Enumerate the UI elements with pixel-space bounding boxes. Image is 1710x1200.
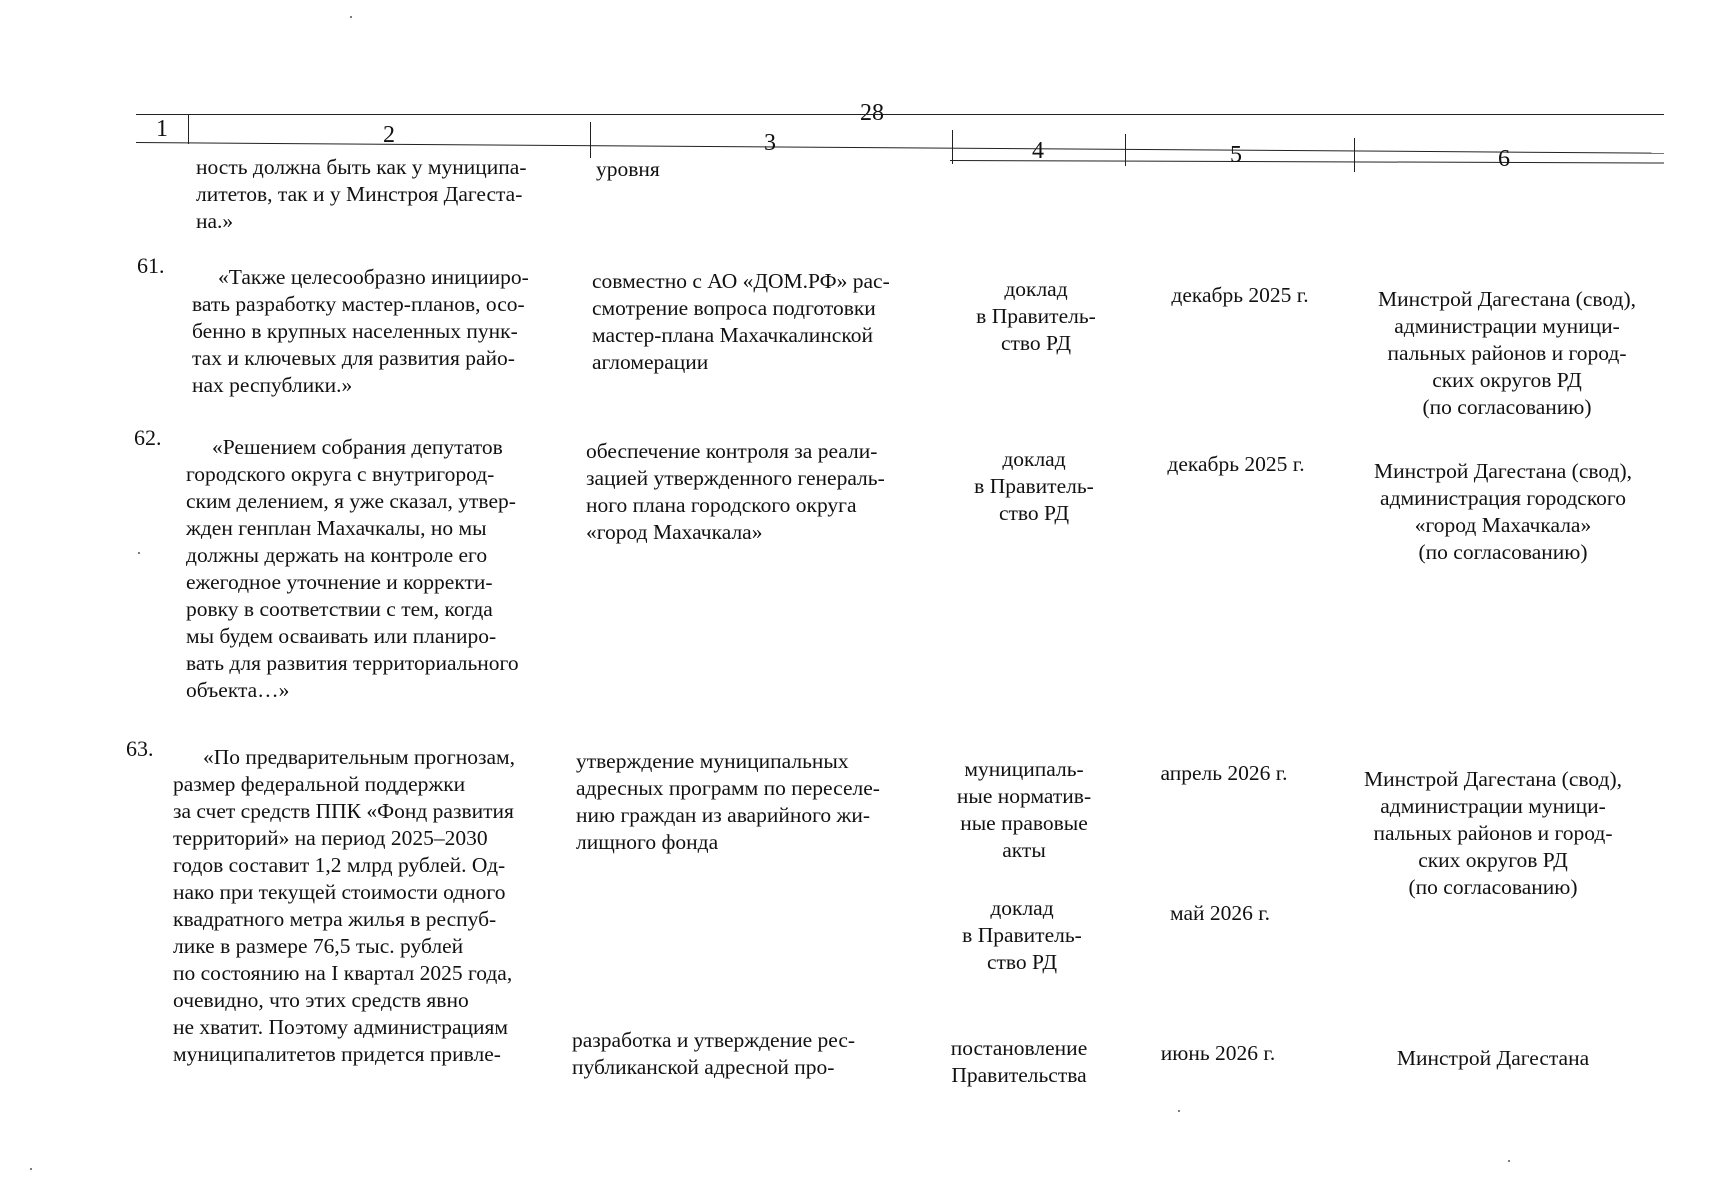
row-responsible: Минстрой Дагестана (свод), администрация городского «город Махачкала» (по согласованию) (1373, 459, 1632, 564)
page-number: 28 (860, 100, 884, 126)
scan-speck (1178, 1110, 1180, 1112)
row-number: 62. (134, 425, 162, 450)
row-deadline: декабрь 2025 г. (1167, 452, 1305, 476)
row-responsible: Минстрой Дагестана (свод), администрации муници- пальных районов и город- ских округов РД (по согласованию) (1377, 287, 1636, 419)
row-quote: «По предварительным прогнозам, размер федеральной поддержки за счет средств ППК «Фонд развития территорий» на период 2025–2030 годов составит 1,2 млрд рублей. Од- нако при текущей стоимости одного квадратного метра жилья в респуб- лике в размере 76,5 тыс. рублей по состоянию на I квартал 2025 года, очевидно, что этих средств явно не хватит. Поэтому администрациям муниципалитетов придется привле- (173, 745, 516, 1066)
column-header-1: 1 (156, 116, 168, 142)
header-bottom-rule (136, 142, 1664, 154)
header-divider-2 (590, 122, 591, 158)
row-responsible-2: Минстрой Дагестана (1396, 1046, 1590, 1070)
scan-speck (30, 1168, 32, 1170)
column-header-2: 2 (383, 122, 395, 148)
scan-speck (350, 16, 352, 18)
row-result-form: доклад в Правитель- ство РД (974, 447, 1094, 525)
row-result-form: доклад в Правитель- ство РД (976, 277, 1096, 355)
scan-speck (1508, 1160, 1510, 1162)
row-deadline: декабрь 2025 г. (1171, 283, 1309, 307)
continuation-col2: ность должна быть как у муниципа- литетов, так и у Минстроя Дагеста- на.» (196, 155, 527, 233)
scan-speck (138, 552, 140, 554)
row-measure: совместно с АО «ДОМ.РФ» рас- смотрение вопроса подготовки мастер-плана Махачкалинской агломерации (592, 269, 890, 374)
row-result-form-1: муниципаль- ные норматив- ные правовые акты (956, 757, 1092, 862)
header-divider-3 (952, 130, 953, 164)
row-number: 61. (137, 253, 165, 278)
row-number: 63. (126, 736, 154, 761)
row-deadline-2: май 2026 г. (1169, 901, 1271, 925)
row-quote: «Решением собрания депутатов городского округа с внутригород- ским делением, я уже сказал, утвер- жден генплан Махачкалы, но мы должны держать на контроле его ежегодное уточнение и корректи- ровку в соответствии с тем, когда мы будем осваивать или планиро- вать для развития территориального объекта…» (186, 435, 519, 702)
continuation-col3: уровня (596, 157, 660, 181)
row-result-form-2: доклад в Правитель- ство РД (962, 896, 1082, 974)
header-bottom-rule-right (950, 160, 1664, 163)
row-deadline-3: июнь 2026 г. (1160, 1041, 1276, 1065)
row-measure-1: утверждение муниципальных адресных программ по переселе- нию граждан из аварийного жи- лищного фонда (576, 749, 880, 854)
row-quote: «Также целесообразно иницииро- вать разработку мастер-планов, осо- бенно в крупных населенных пунк- тах и ключевых для развития райо- нах республики.» (192, 265, 529, 397)
header-divider-5 (1354, 138, 1355, 172)
row-result-form-3: постановление Правительства (950, 1036, 1088, 1087)
column-header-4: 4 (1032, 138, 1044, 164)
header-top-rule (136, 114, 1664, 115)
header-divider-1 (188, 114, 189, 144)
row-responsible-1: Минстрой Дагестана (свод), администрации муници- пальных районов и город- ских округов РД (по согласованию) (1363, 767, 1622, 899)
column-header-6: 6 (1498, 146, 1510, 172)
column-header-5: 5 (1230, 142, 1242, 168)
row-measure-2: разработка и утверждение рес- публиканской адресной про- (572, 1028, 856, 1079)
header-divider-4 (1125, 134, 1126, 166)
column-header-3: 3 (764, 130, 776, 156)
row-measure: обеспечение контроля за реали- зацией утвержденного генераль- ного плана городского округа «город Махачкала» (586, 439, 885, 544)
row-deadline-1: апрель 2026 г. (1160, 761, 1288, 785)
